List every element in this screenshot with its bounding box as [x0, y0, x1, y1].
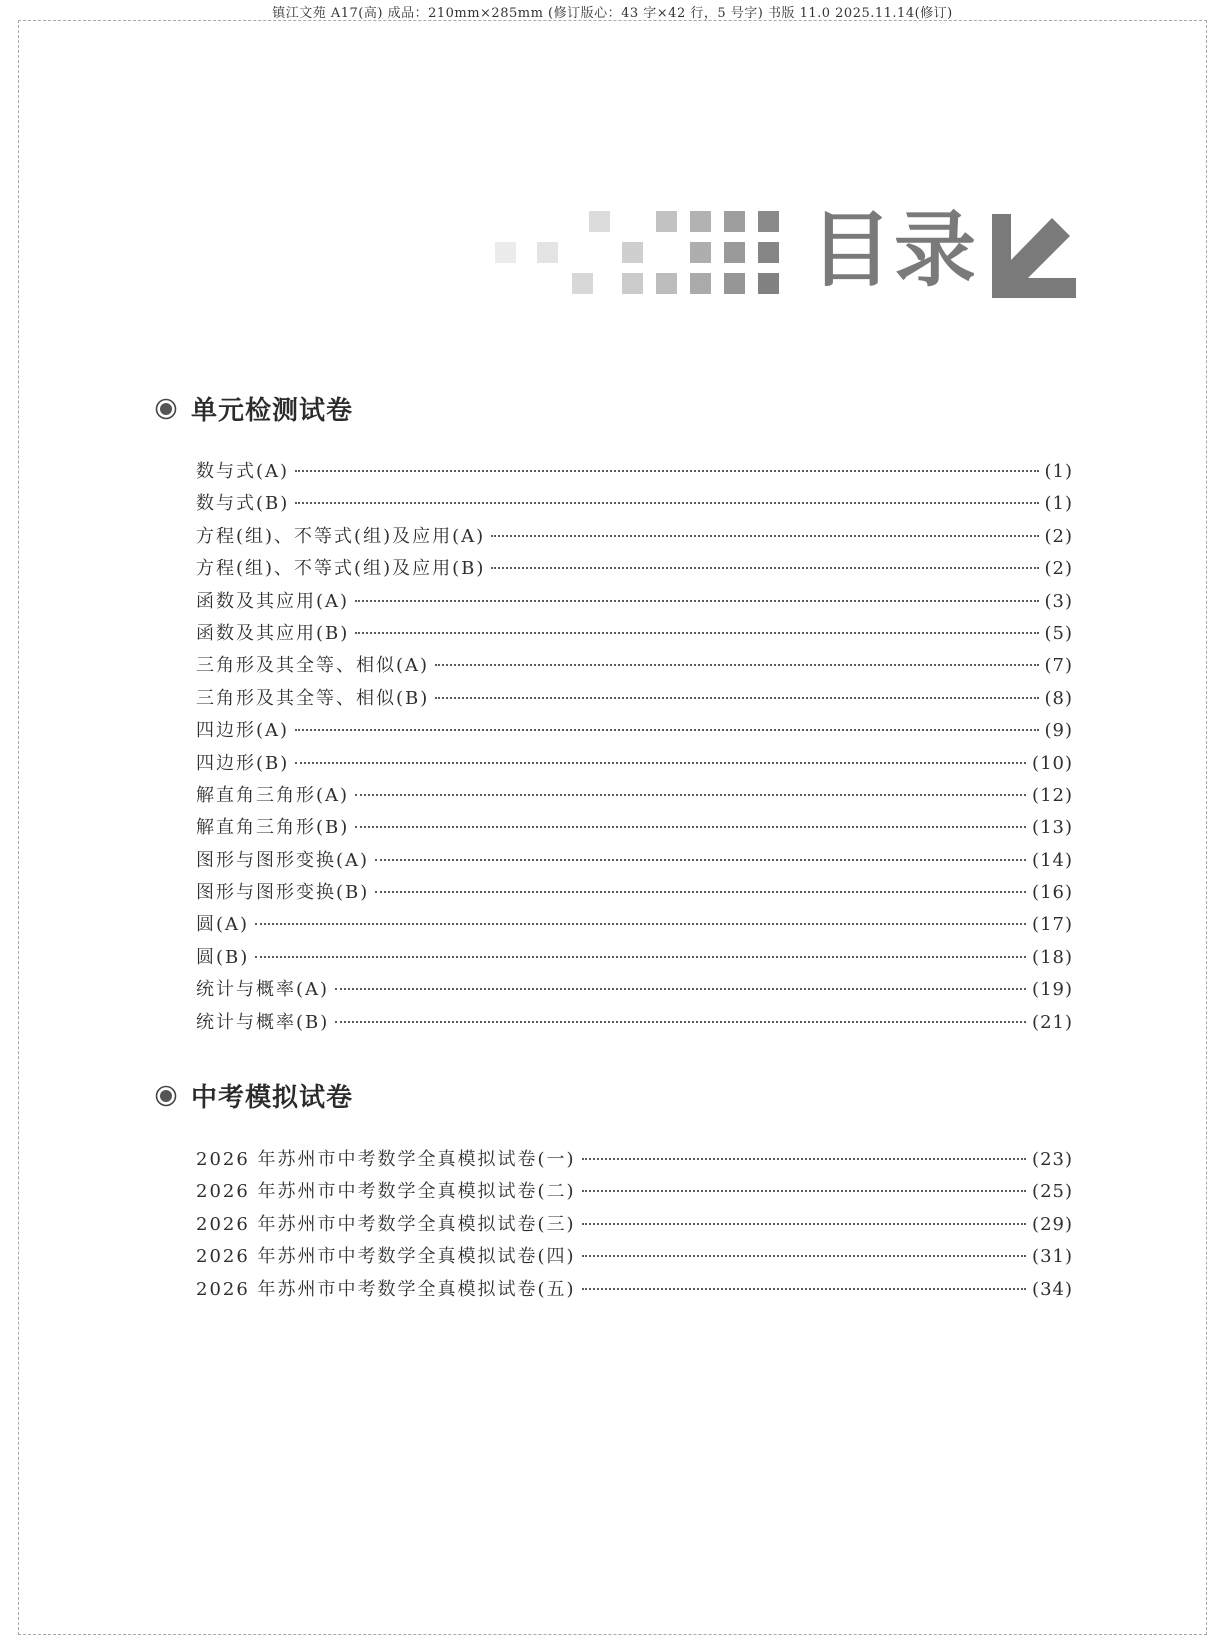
- toc-entry-page: (21): [1032, 1011, 1073, 1033]
- toc-entry-title: 圆(A): [196, 914, 250, 936]
- toc-entry[interactable]: [196, 1008, 1073, 1040]
- toc-entry[interactable]: [196, 1275, 1073, 1307]
- leader-dots: [375, 891, 1026, 893]
- toc-entry-title: 数与式(B): [196, 493, 290, 515]
- banner-square: [622, 242, 643, 263]
- leader-dots: [255, 923, 1026, 925]
- toc-entry-page: (17): [1032, 914, 1073, 936]
- toc-entry[interactable]: [196, 813, 1073, 845]
- leader-dots: [295, 470, 1038, 472]
- toc-entry[interactable]: [196, 651, 1073, 683]
- toc-entry-title: 四边形(B): [196, 752, 290, 774]
- banner-square: [622, 273, 643, 294]
- toc-entry-page: (2): [1044, 525, 1073, 547]
- toc-entry-page: (9): [1044, 720, 1073, 742]
- toc-entry[interactable]: [196, 749, 1073, 781]
- leader-dots: [355, 794, 1026, 796]
- toc-entry-title: 三角形及其全等、相似(B): [196, 687, 430, 709]
- toc-entry-page: (18): [1032, 946, 1073, 968]
- banner-square: [724, 211, 745, 232]
- banner-square: [690, 211, 711, 232]
- toc-entry[interactable]: [196, 975, 1073, 1007]
- toc-entry[interactable]: [196, 1242, 1073, 1274]
- toc-entry-title: 2026 年苏州市中考数学全真模拟试卷(五): [196, 1278, 576, 1300]
- banner-square: [690, 242, 711, 263]
- toc-entry-title: 四边形(A): [196, 720, 290, 742]
- toc-entry-page: (23): [1032, 1149, 1073, 1170]
- leader-dots: [435, 664, 1038, 666]
- toc-entry-page: (29): [1032, 1213, 1073, 1235]
- toc-entry-page: (19): [1032, 979, 1073, 1001]
- leader-dots: [582, 1158, 1026, 1160]
- toc-entry[interactable]: [196, 1177, 1073, 1209]
- toc-entry[interactable]: [196, 684, 1073, 716]
- toc-entry-page: (2): [1044, 558, 1073, 580]
- leader-dots: [295, 762, 1026, 764]
- toc-entry-page: (14): [1032, 849, 1073, 871]
- target-circle-icon: [155, 398, 177, 420]
- section-heading-mock-exams: [155, 1077, 353, 1114]
- banner-square: [656, 273, 677, 294]
- toc-entry-title: 圆(B): [196, 946, 250, 968]
- toc-entry[interactable]: [196, 1210, 1073, 1242]
- toc-entry-title: 函数及其应用(B): [196, 622, 350, 644]
- toc-entry-title: 2026 年苏州市中考数学全真模拟试卷(二): [196, 1181, 576, 1203]
- banner-square: [589, 211, 610, 232]
- arrow-down-left-icon: [992, 214, 1076, 298]
- leader-dots: [491, 535, 1038, 537]
- toc-entry-page: (1): [1044, 493, 1073, 515]
- toc-entry-page: (5): [1044, 622, 1073, 644]
- toc-entry[interactable]: [196, 619, 1073, 651]
- toc-entry-title: 三角形及其全等、相似(A): [196, 655, 430, 677]
- toc-entry-page: (16): [1032, 882, 1073, 904]
- toc-entry-page: (31): [1032, 1246, 1073, 1268]
- banner-square: [758, 273, 779, 294]
- section-title: 中考模拟试卷: [191, 1083, 354, 1113]
- banner-square: [690, 273, 711, 294]
- toc-entry[interactable]: [196, 587, 1073, 619]
- toc-entry-title: 函数及其应用(A): [196, 590, 350, 612]
- leader-dots: [582, 1255, 1026, 1257]
- toc-entry-page: (34): [1032, 1278, 1073, 1300]
- toc-entry-title: 2026 年苏州市中考数学全真模拟试卷(四): [196, 1246, 576, 1268]
- leader-dots: [491, 567, 1038, 569]
- toc-entry-title: 图形与图形变换(B): [196, 882, 370, 904]
- print-header: 镇江文苑 A17(高) 成品：210mm×285mm (修订版心：43 字×42 行，5 号字) 书版 11.0 2025.11.14(修订): [272, 6, 953, 21]
- leader-dots: [335, 988, 1026, 990]
- leader-dots: [295, 502, 1038, 504]
- banner-square: [572, 273, 593, 294]
- leader-dots: [355, 826, 1026, 828]
- toc-entry[interactable]: [196, 522, 1073, 554]
- toc-entry[interactable]: [196, 846, 1073, 878]
- toc-entry-title: 数与式(A): [196, 461, 290, 482]
- leader-dots: [355, 600, 1038, 602]
- leader-dots: [355, 632, 1038, 634]
- toc-entry[interactable]: [196, 489, 1073, 521]
- toc-entry[interactable]: [196, 554, 1073, 586]
- toc-entry-title: 解直角三角形(B): [196, 817, 350, 839]
- toc-entry-page: (3): [1044, 590, 1073, 612]
- contents-title: 目录: [810, 203, 979, 298]
- leader-dots: [582, 1288, 1026, 1290]
- toc-entry-page: (7): [1044, 655, 1073, 677]
- toc-entry-title: 2026 年苏州市中考数学全真模拟试卷(一): [196, 1149, 576, 1170]
- toc-entry[interactable]: [196, 943, 1073, 975]
- contents-banner: [0, 0, 1225, 320]
- toc-entry-page: (25): [1032, 1181, 1073, 1203]
- leader-dots: [582, 1223, 1026, 1225]
- leader-dots: [255, 956, 1026, 958]
- banner-square: [495, 242, 516, 263]
- toc-entry-title: 方程(组)、不等式(组)及应用(A): [196, 525, 486, 547]
- toc-entry-page: (8): [1044, 687, 1073, 709]
- target-circle-icon: [155, 1085, 177, 1107]
- toc-entry-title: 2026 年苏州市中考数学全真模拟试卷(三): [196, 1213, 576, 1235]
- toc-entry-title: 解直角三角形(A): [196, 784, 350, 806]
- banner-square: [724, 242, 745, 263]
- banner-square: [724, 273, 745, 294]
- toc-entry[interactable]: [196, 781, 1073, 813]
- banner-square: [758, 242, 779, 263]
- toc-entry-title: 统计与概率(B): [196, 1011, 330, 1033]
- banner-square: [656, 211, 677, 232]
- toc-entry[interactable]: [196, 878, 1073, 910]
- toc-entry[interactable]: [196, 1145, 1073, 1177]
- toc-entry[interactable]: [196, 910, 1073, 942]
- toc-entry-title: 图形与图形变换(A): [196, 849, 370, 871]
- toc-entry-page: (1): [1044, 461, 1073, 482]
- toc-list-mock-exams: [196, 1145, 1073, 1307]
- leader-dots: [435, 697, 1038, 699]
- leader-dots: [582, 1190, 1026, 1192]
- section-heading-unit-tests: [155, 390, 353, 427]
- toc-entry[interactable]: [196, 457, 1073, 489]
- toc-entry-page: (13): [1032, 817, 1073, 839]
- banner-square: [758, 211, 779, 232]
- toc-entry-page: (12): [1032, 784, 1073, 806]
- toc-list-unit-tests: [196, 457, 1073, 1040]
- leader-dots: [375, 859, 1026, 861]
- toc-entry[interactable]: [196, 716, 1073, 748]
- leader-dots: [295, 729, 1038, 731]
- toc-entry-title: 统计与概率(A): [196, 979, 330, 1001]
- banner-square: [537, 242, 558, 263]
- leader-dots: [335, 1021, 1026, 1023]
- toc-entry-title: 方程(组)、不等式(组)及应用(B): [196, 558, 486, 580]
- section-title: 单元检测试卷: [191, 396, 354, 426]
- toc-entry-page: (10): [1032, 752, 1073, 774]
